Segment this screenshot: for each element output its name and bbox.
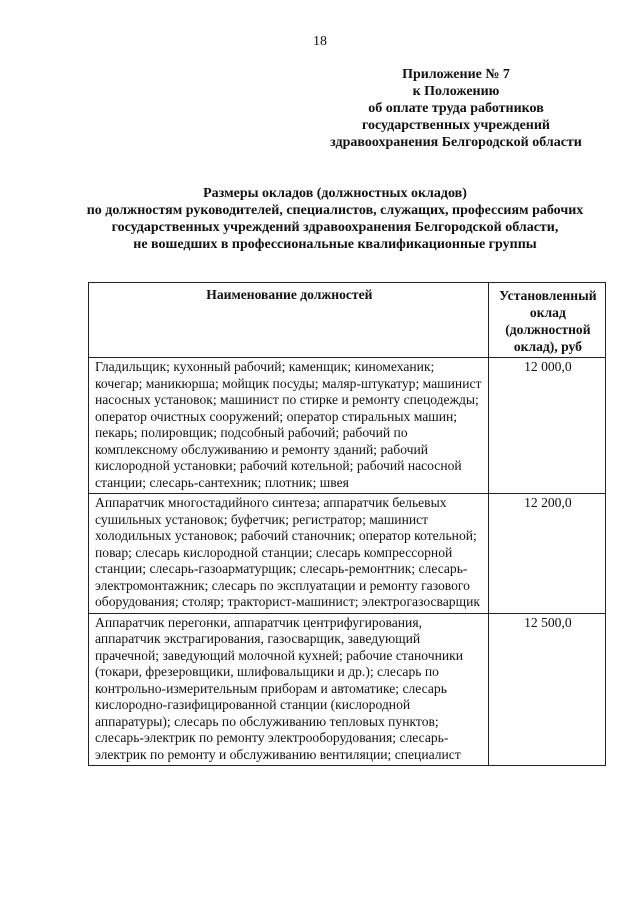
- table-row: [89, 613, 606, 766]
- appendix-line: об оплате труда работников: [368, 101, 544, 116]
- appendix-line: здравоохранения Белгородской области: [330, 135, 582, 150]
- table-row: [89, 358, 606, 494]
- header-salary: Установленный оклад (должностной оклад), руб: [488, 283, 605, 358]
- positions-cell: Аппаратчик перегонки, аппаратчик центрифугирования, аппаратчик экстрагирования, газосварщик, заведующий прачечной; заведующий молочной кухней; рабочие станочники (токари, фрезеровщики, шлифовальщики и др.); слесарь по контрольно-измерительным приборам и автоматике; слесарь кислородно-газифицированной станции (кислородной аппаратуры); слесарь по обслуживанию тепловых пунктов; слесарь-электрик по ремонту электрооборудования; слесарь-электрик по ремонту и обслуживанию вентиляции; специалист: [89, 613, 489, 766]
- salary-cell: 12 500,0: [488, 613, 605, 766]
- appendix-header: [306, 66, 606, 151]
- positions-cell: Гладильщик; кухонный рабочий; каменщик; киномеханик; кочегар; маникюрша; мойщик посуды; маляр-штукатур; машинист насосных установок; машинист по стирке и ремонту спецодежды; оператор очистных сооружений; оператор стиральных машин; пекарь; полировщик; подсобный рабочий; рабочий по комплексному обслуживанию и ремонту зданий; рабочий кислородной установки; рабочий котельной; рабочий насосной станции; слесарь-сантехник; плотник; швея: [89, 358, 489, 494]
- document-title: [40, 185, 630, 253]
- table-row: [89, 494, 606, 614]
- title-line: Размеры окладов (должностных окладов): [203, 186, 467, 201]
- title-line: по должностям руководителей, специалистов, служащих, профессиям рабочих: [86, 203, 584, 218]
- salary-table: [88, 282, 606, 766]
- title-line: не вошедших в профессиональные квалификационные группы: [133, 237, 537, 252]
- page-number: 18: [313, 34, 327, 49]
- header-positions: Наименование должностей: [89, 283, 489, 358]
- appendix-line: к Положению: [412, 84, 500, 99]
- appendix-line: Приложение № 7: [402, 67, 510, 82]
- table-header-row: [89, 283, 606, 358]
- salary-cell: 12 200,0: [488, 494, 605, 614]
- salary-cell: 12 000,0: [488, 358, 605, 494]
- positions-cell: Аппаратчик многостадийного синтеза; аппаратчик бельевых сушильных установок; буфетчик; регистратор; машинист холодильных установок; рабочий станочник; оператор котельной; повар; слесарь кислородной станции; слесарь компрессорной станции; слесарь-газоарматурщик; слесарь-ремонтник; слесарь-электромонтажник; слесарь по эксплуатации и ремонту газового оборудования; столяр; тракторист-машинист; электрогазосварщик: [89, 494, 489, 614]
- appendix-line: государственных учреждений: [362, 118, 550, 133]
- title-line: государственных учреждений здравоохранения Белгородской области,: [111, 220, 559, 235]
